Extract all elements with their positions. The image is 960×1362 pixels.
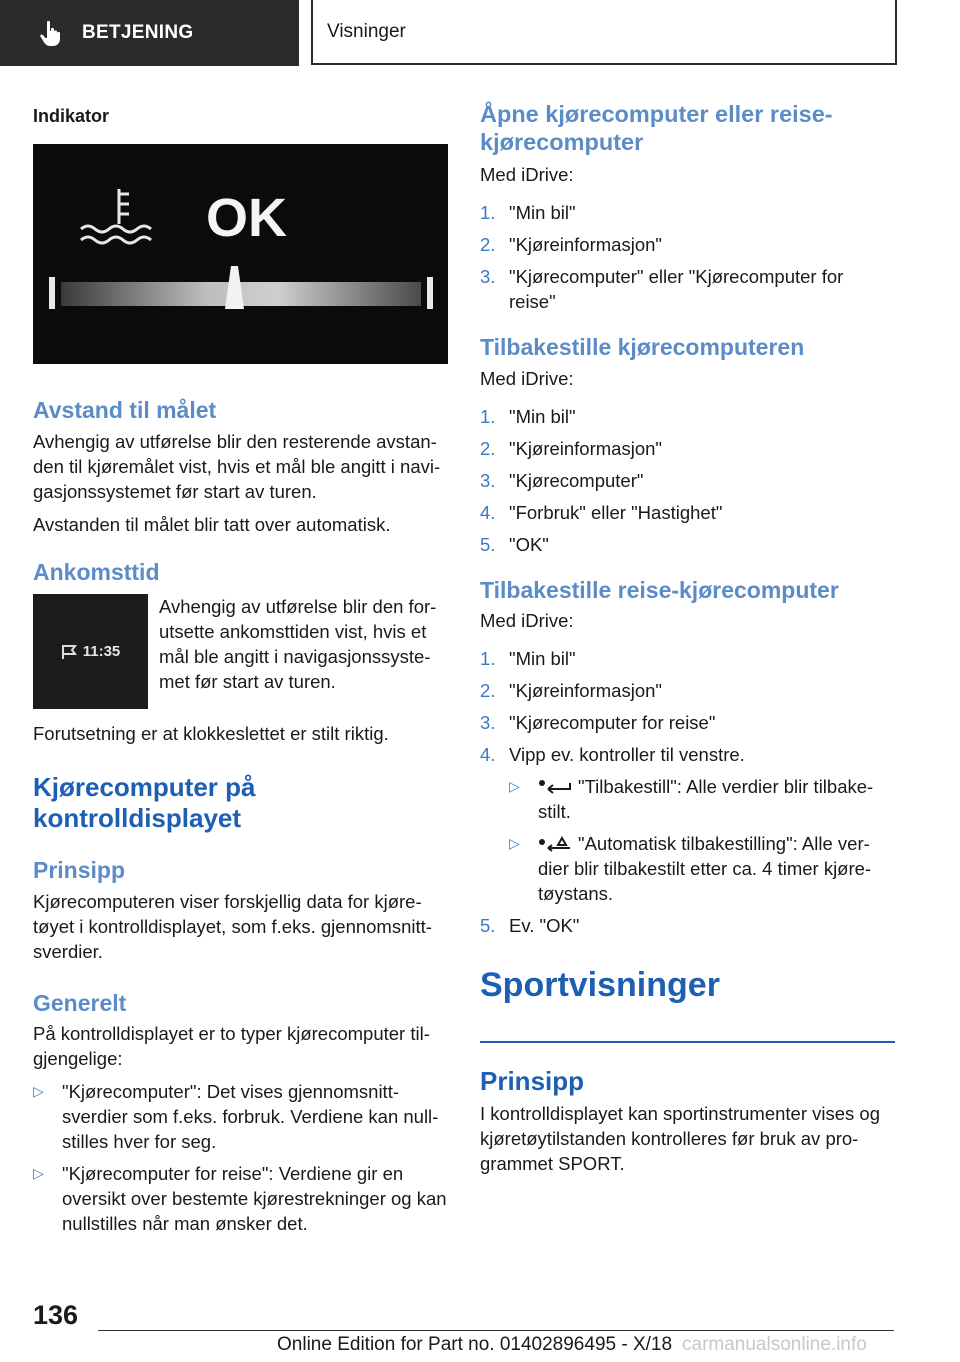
left-column [33, 100, 448, 1236]
list-item-text: Vipp ev. kontroller til venstre. [509, 744, 745, 766]
list-item-text: "Kjørecomputer": Det vises gjennomsnitt-sverdier som f.eks. forbruk. Verdiene kan null-stilles hver for seg. [62, 1081, 439, 1153]
heading-computer-line2: kontrolldisplayet [33, 802, 242, 833]
edition-text: Online Edition for Part no. 01402896495 - X/18 [277, 1334, 673, 1355]
trip-steps-list [480, 646, 895, 767]
hand-pointer-icon [36, 18, 66, 48]
list-item [480, 232, 895, 257]
list-item-body [538, 774, 895, 824]
principle-paragraph: Kjørecomputeren viser forskjellig data for kjøre-tøyet i kontrolldisplayet, som f.eks. gjennomsnitt-sverdier. [33, 890, 432, 962]
list-item-text: Ev. "OK" [509, 915, 580, 937]
list-item [509, 774, 895, 824]
open-steps-list [480, 200, 895, 314]
arrival-paragraph-2: Forutsetning er at klokkeslettet er stilt riktig. [33, 723, 389, 745]
chapter-title: Visninger [327, 20, 406, 42]
step-number: 1. [480, 648, 496, 670]
section-tab [0, 0, 299, 66]
list-item [480, 742, 895, 767]
list-item [480, 646, 895, 671]
list-item [480, 264, 895, 314]
list-item [509, 831, 895, 906]
list-item-text: "Forbruk" eller "Hastighet" [509, 501, 723, 523]
general-paragraph: På kontrolldisplayet er to typer kjørecomputer til-gjengelige: [33, 1023, 430, 1070]
list-item [33, 1161, 448, 1236]
reset-steps-list [480, 404, 895, 557]
step-number: 4. [480, 744, 496, 766]
reset-arrow-icon [538, 779, 572, 795]
arrival-time-value: 11:35 [82, 643, 121, 661]
heading-computer [33, 772, 448, 833]
with-idrive-2: Med iDrive: [480, 367, 574, 389]
list-item [480, 532, 895, 557]
right-column-bottom [480, 1066, 895, 1176]
step-number: 1. [480, 405, 496, 427]
list-item [33, 1079, 448, 1154]
heading-distance: Avstand til målet [33, 397, 217, 423]
sport-paragraph: I kontrolldisplayet kan sportinstrumenter vises og kjøretøytilstanden kontrolleres før bruk av pro-grammet SPORT. [480, 1103, 880, 1175]
triangle-bullet-icon: ▷ [33, 1165, 44, 1182]
with-idrive-3: Med iDrive: [480, 610, 574, 632]
heading-sport-principle: Prinsipp [480, 1066, 585, 1096]
coolant-gauge-graphic [33, 144, 448, 364]
step-number: 2. [480, 680, 496, 702]
section-title: BETJENING [82, 22, 194, 43]
computer-types-list [33, 1079, 448, 1236]
watermark: carmanualsonline.info [682, 1334, 867, 1355]
footer-rule [98, 1330, 894, 1331]
heading-general: Generelt [33, 989, 127, 1016]
step-number: 5. [480, 533, 496, 555]
list-item-text: "Kjøreinformasjon" [509, 680, 662, 702]
list-item-text: "Kjørecomputer for reise" [509, 712, 716, 734]
list-item [480, 468, 895, 493]
list-item-text: "Tilbakestill": Alle verdier blir tilbake-stilt. [538, 776, 874, 823]
heading-arrival: Ankomsttid [33, 558, 160, 585]
list-item [480, 404, 895, 429]
list-item [480, 200, 895, 225]
list-item-text: "OK" [509, 533, 549, 555]
chapter-tab [311, 0, 897, 65]
triangle-bullet-icon: ▷ [509, 778, 520, 795]
indicator-label: Indikator [33, 106, 110, 126]
heading-computer-line1: Kjørecomputer på [33, 772, 256, 803]
heading-principle: Prinsipp [33, 857, 126, 883]
step-number: 3. [480, 469, 496, 491]
arrival-block [33, 594, 448, 709]
page-number: 136 [33, 1300, 79, 1330]
with-idrive-1: Med iDrive: [480, 164, 574, 185]
arrival-paragraph: Avhengig av utførelse blir den for-utsette ankomsttiden vist, hvis et mål ble angitt i navigasjonssyste-met før start av turen. [159, 596, 437, 693]
heading-sport: Sportvisninger [480, 966, 720, 1005]
flag-icon [61, 644, 79, 660]
coolant-temperature-icon [81, 189, 151, 243]
trip-step5-list [480, 913, 895, 938]
step-number: 4. [480, 501, 496, 523]
heading-open: Åpne kjørecomputer eller reise-kjørecomputer [480, 101, 833, 155]
list-item-text: "Min bil" [509, 405, 576, 427]
heading-reset: Tilbakestille kjørecomputeren [480, 334, 805, 360]
distance-paragraph-2: Avstanden til målet blir tatt over automatisk. [33, 513, 391, 535]
list-item-text: "Kjørecomputer" eller "Kjørecomputer for reise" [509, 266, 844, 312]
triangle-bullet-icon: ▷ [33, 1083, 44, 1100]
list-item [480, 678, 895, 703]
list-item [480, 500, 895, 525]
list-item [480, 913, 895, 938]
list-item-text: "Kjøreinformasjon" [509, 234, 662, 255]
heading-reset-trip: Tilbakestille reise-kjørecomputer [480, 576, 839, 603]
list-item-text: "Kjørecomputer for reise": Verdiene gir en oversikt over bestemte kjørestrekninger og kan nullstilles når man ønsker det. [62, 1163, 447, 1235]
trip-sub-list [509, 774, 895, 906]
right-column [480, 100, 895, 1006]
step-number: 1. [480, 202, 496, 223]
step-number: 2. [480, 234, 496, 255]
distance-paragraph: Avhengig av utførelse blir den resterende avstan-den til kjøremålet vist, hvis et mål ble angitt i navi-gasjonssystemet før start av turen. [33, 430, 441, 502]
list-item-body [538, 831, 895, 906]
list-item-text: "Kjøreinformasjon" [509, 437, 662, 459]
indicator-image [33, 144, 448, 364]
triangle-bullet-icon: ▷ [509, 835, 520, 852]
list-item-text: "Automatisk tilbakestilling": Alle ver-dier blir tilbakestilt etter ca. 4 timer kjøre-tøystans. [538, 833, 872, 905]
list-item-text: "Min bil" [509, 202, 576, 223]
list-item [480, 710, 895, 735]
list-item-text: "Kjørecomputer" [509, 469, 644, 491]
step-number: 3. [480, 266, 496, 287]
sport-heading-rule [480, 1041, 895, 1043]
arrival-time-image [33, 594, 148, 709]
list-item-text: "Min bil" [509, 648, 576, 670]
list-item [480, 436, 895, 461]
step-number: 2. [480, 437, 496, 459]
step-number: 5. [480, 915, 496, 937]
auto-reset-icon [538, 836, 572, 852]
step-number: 3. [480, 712, 496, 734]
indicator-ok-text: OK [206, 188, 287, 248]
